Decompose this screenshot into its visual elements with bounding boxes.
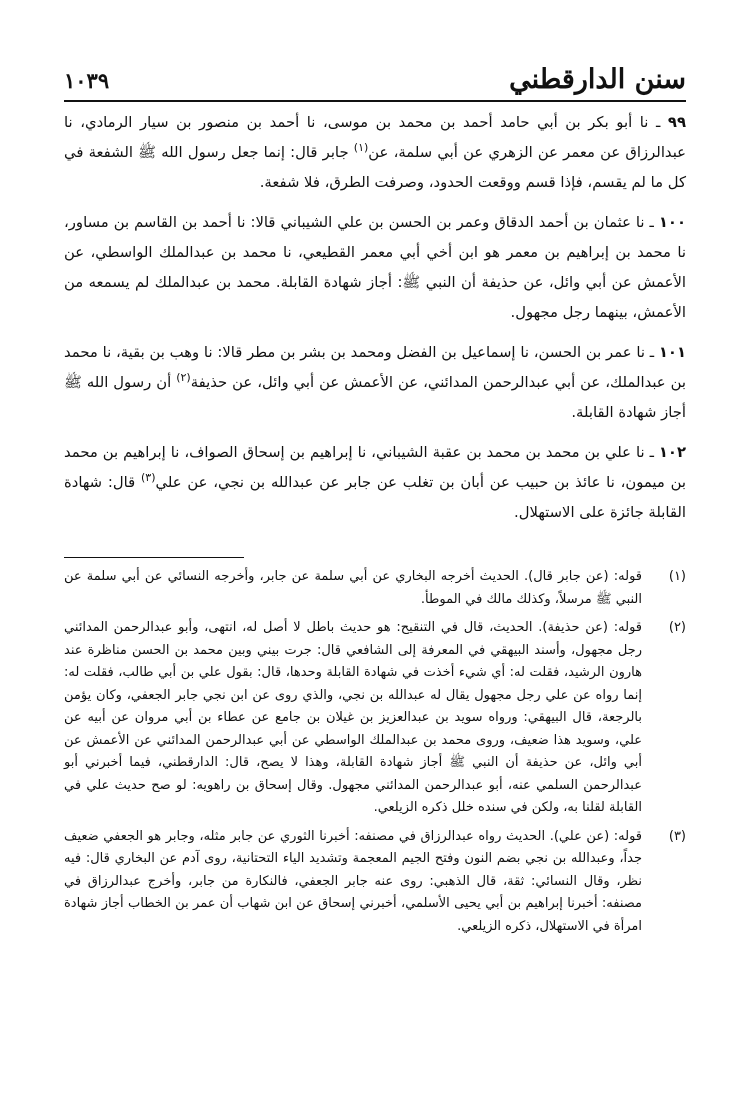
footnote-text: قوله: (عن علي). الحديث رواه عبدالرزاق في مصنفه: أخبرنا الثوري عن جابر مثله، وجابر هو الجعفي ضعيف جداً، وعبدالله بن نجي بضم النون وفتح الجيم المعجمة وتشديد الياء التحتانية، روى آدم عن البخاري قال: فيه نظر، وقال النسائي: ثقة، قال الذهبي: روى عنه جابر الجعفي، فالنكارة من جابر، وأخرج عبدالرزاق في مصنفه: أخبرنا إبراهيم بن أبي يحيى الأسلمي، أخبرني إسحاق عن ابن شهاب أن عمر بن الخطاب أجاز شهادة امرأة في الاستهلال، ذكره الزيلعي. — [64, 828, 642, 934]
hadith-text: ـ نا عثمان بن أحمد الدقاق وعمر بن الحسن بن علي الشيباني قالا: نا أحمد بن القاسم بن مساور، نا محمد بن إبراهيم بن معمر هو ابن أخي أبي معمر القطيعي، نا محمد بن عبدالملك الواسطي، عن الأعمش عن أبي وائل، عن حذيفة أن النبي ﷺ: أجاز شهادة القابلة. محمد بن عبدالملك لم يسمعه من الأعمش، بينهما رجل مجهول. — [64, 214, 686, 321]
hadith-101 — [64, 338, 686, 428]
header-rule — [64, 100, 686, 102]
hadith-number: ١٠١ — [658, 344, 686, 361]
hadith-text-cont: جابر قال: إنما جعل رسول الله ﷺ الشفعة في كل ما لم يقسم، فإذا قسم ووقعت الحدود، وصرفت الطرق، فلا شفعة. — [64, 144, 686, 191]
footnote-3 — [64, 826, 686, 939]
main-text — [64, 108, 686, 538]
book-title: سنن الدارقطني — [509, 64, 686, 95]
hadith-number: ٩٩ — [667, 114, 686, 131]
hadith-100 — [64, 208, 686, 328]
page-number: ١٠٣٩ — [64, 68, 110, 93]
hadith-number: ١٠٠ — [658, 214, 686, 231]
hadith-number: ١٠٢ — [658, 444, 686, 461]
hadith-102 — [64, 438, 686, 528]
footnote-2 — [64, 617, 686, 820]
hadith-text-cont: أن رسول الله ﷺ أجاز شهادة القابلة. — [64, 374, 686, 421]
footnote-number: (٣) — [668, 828, 686, 844]
hadith-text: ـ نا أبو بكر بن أبي حامد أحمد بن محمد بن موسى، نا أحمد بن منصور بن سيار الرمادي، نا عبدالرزاق عن معمر عن الزهري عن أبي سلمة، عن — [64, 114, 686, 161]
hadith-99 — [64, 108, 686, 198]
footnote-ref: (٢) — [176, 371, 191, 385]
page-header — [64, 58, 686, 102]
footnote-ref: (٣) — [140, 471, 156, 485]
footnote-text: قوله: (عن جابر قال). الحديث أخرجه البخاري عن أبي سلمة عن جابر، وأخرجه النسائي عن أبي سلمة عن النبي ﷺ مرسلاً، وكذلك مالك في الموطأ. — [64, 569, 642, 607]
footnote-separator — [64, 557, 244, 558]
footnote-number: (١) — [668, 569, 686, 584]
footnote-number: (٢) — [668, 620, 686, 635]
footnote-ref: (١) — [353, 141, 369, 155]
hadith-text: ـ نا علي بن محمد بن محمد بن عقبة الشيباني، نا إبراهيم بن إسحاق الصواف، نا إبراهيم بن محمد بن ميمون، نا عائذ بن حبيب عن أبان بن تغلب عن جابر عن عبدالله بن نجي، عن علي — [64, 444, 686, 491]
hadith-text-cont: قال: شهادة القابلة جائزة على الاستهلال. — [64, 474, 686, 521]
footnote-text: قوله: (عن حذيفة). الحديث، قال في التنقيح: هو حديث باطل لا أصل له، انتهى، وأبو عبدالرحمن المدائني رجل مجهول، وأسند البيهقي في المعرفة إلى الشافعي قال: جرت بيني وبين محمد بن الحسن مناظرة عند هارون الرشيد، فقلت له: أي شيء أخذت في شهادة القابلة وحدها، قال: بقول علي بن أبي طالب، فقلت له: إنما رواه عن علي رجل مجهول يقال له عبدالله بن نجي، والذي روى عن ابن نجي جابر الجعفي، وكان يؤمن بالرجعة، قال البيهقي: ورواه سويد بن عبدالعزيز بن غيلان بن جامع عن عطاء بن أبي مروان عن أبيه عن علي، وسويد هذا ضعيف، وروى محمد بن عبدالملك الواسطي عن أبي عبدالرحمن المدائني عن الأعمش عن أبي وائل، عن حذيفة أن النبي ﷺ أجاز شهادة القابلة، وهذا لا يصح، قال: الدارقطني، فيما أخبرني أبو عبدالرحمن السلمي عنه، أبو عبدالرحمن المدائني مجهول. وقال إسحاق بن راهويه: لو صح حديث علي في القابلة لقلنا به، ولكن في سنده خلل ذكره الزيلعي. — [64, 620, 642, 815]
footnote-1 — [64, 566, 686, 611]
footnotes — [64, 566, 686, 944]
hadith-text: ـ نا عمر بن الحسن، نا إسماعيل بن الفضل ومحمد بن بشر بن مطر قالا: نا وهب بن بقية، نا محمد بن عبدالملك، عن أبي عبدالرحمن المدائني، عن الأعمش عن أبي وائل، عن حذيفة — [64, 344, 686, 391]
